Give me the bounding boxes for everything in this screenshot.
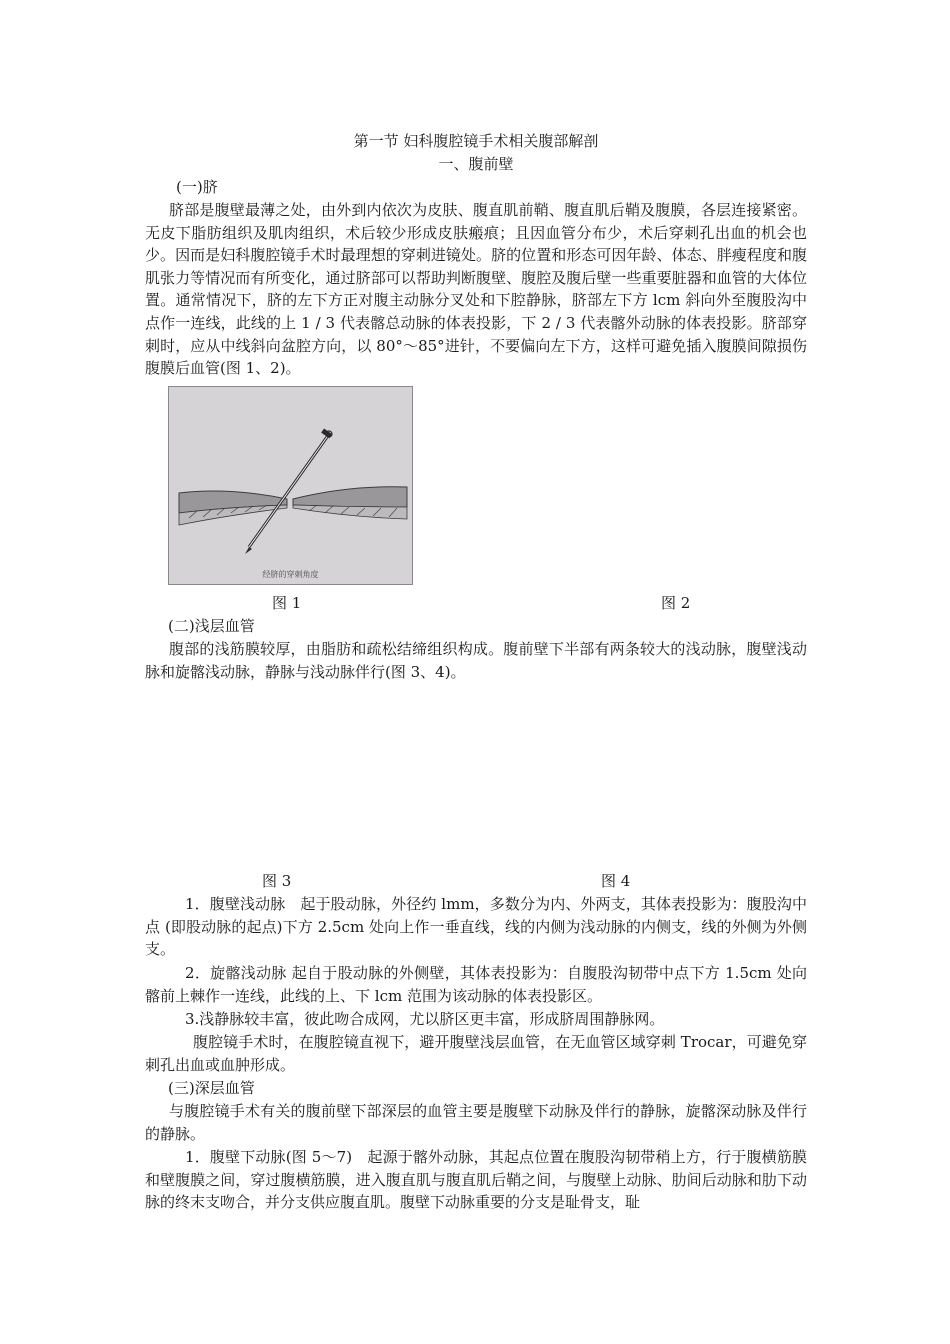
figure-1-label: 图 1 bbox=[272, 594, 302, 612]
figure-4-label: 图 4 bbox=[601, 872, 631, 890]
deep-item-1: 1．腹壁下动脉(图 5～7) 起源于髂外动脉，其起点位置在腹股沟韧带稍上方，行于腹横筋膜和壁腹膜之间，穿过腹横筋膜，进入腹直肌与腹直肌后鞘之间，与腹壁上动脉、肋间后动脉和肋下动脉的终末支吻合，并分支供应腹直肌。腹壁下动脉重要的分支是耻骨支，耻 bbox=[145, 1148, 807, 1212]
trocar-diagram bbox=[169, 387, 414, 586]
deep-heading: (三)深层血管 bbox=[168, 1079, 255, 1097]
figure-3-label: 图 3 bbox=[262, 872, 292, 890]
figure-1-image bbox=[168, 386, 413, 585]
list-item: 2．旋髂浅动脉 起自于股动脉的外侧壁，其体表投影为：自腹股沟韧带中点下方 1.5cm 处向髂前上棘作一连线，此线的上、下 lcm 范围为该动脉的体表投影区。 bbox=[145, 964, 807, 1005]
deep-paragraph: 与腹腔镜手术有关的腹前壁下部深层的血管主要是腹壁下动脉及伴行的静脉，旋髂深动脉及伴行的静脉。 bbox=[145, 1102, 807, 1143]
list-item: 3.浅静脉较丰富，彼此吻合成网，尤以脐区更丰富，形成脐周围静脉网。 bbox=[185, 1010, 665, 1028]
umbilicus-heading: (一)脐 bbox=[176, 178, 218, 196]
list-item: 1．腹壁浅动脉 起于股动脉，外径约 lmm，多数分为内、外两支，其体表投影为：腹股沟中点 (即股动脉的起点)下方 2.5cm 处向上作一垂直线，线的内侧为浅动脉的内侧支，线的外侧为外侧支。 bbox=[145, 895, 807, 959]
umbilicus-paragraph: 脐部是腹壁最薄之处，由外到内依次为皮肤、腹直肌前鞘、腹直肌后鞘及腹膜，各层连接紧密。无皮下脂肪组织及肌肉组织，术后较少形成皮肤瘢痕；且因血管分布少，术后穿刺孔出血的机会也少。因而是妇科腹腔镜手术时最理想的穿刺进镜处。脐的位置和形态可因年龄、体态、胖瘦程度和腹肌张力等情况而有所变化，通过脐部可以帮助判断腹壁、腹腔及腹后壁一些重要脏器和血管的大体位置。通常情况下，脐的左下方正对腹主动脉分叉处和下腔静脉，脐部左下方 lcm 斜向外至腹股沟中点作一连线，此线的上 1 / 3 代表髂总动脉的体表投影，下 2 / 3 代表髂外动脉的体表投影。脐部穿刺时，应从中线斜向盆腔方向，以 80°～85°进针，不要偏向左下方，这样可避免插入腹膜间隙损伤腹膜后血管(图 1、2)。 bbox=[145, 201, 807, 378]
figure-2-label: 图 2 bbox=[661, 594, 691, 612]
section-title: 第一节 妇科腹腔镜手术相关腹部解剖 bbox=[353, 132, 599, 150]
figure-1-inner-caption: 经脐的穿刺角度 bbox=[262, 570, 319, 579]
superficial-heading: (二)浅层血管 bbox=[168, 617, 255, 635]
superficial-paragraph: 腹部的浅筋膜较厚，由脂肪和疏松结缔组织构成。腹前壁下半部有两条较大的浅动脉，腹壁浅动脉和旋髂浅动脉，静脉与浅动脉伴行(图 3、4)。 bbox=[145, 640, 807, 681]
list-item: 腹腔镜手术时，在腹腔镜直视下，避开腹壁浅层血管，在无血管区域穿刺 Trocar，可避免穿刺孔出血或血肿形成。 bbox=[145, 1033, 807, 1074]
subsection-title: 一、腹前壁 bbox=[438, 155, 514, 173]
